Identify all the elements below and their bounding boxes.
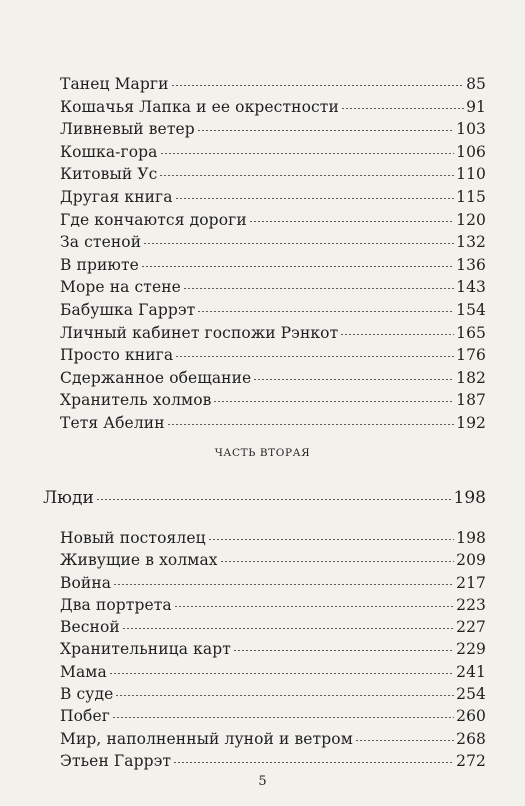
toc-entry (60, 638, 486, 660)
leader-dots (197, 130, 454, 131)
leader-dots (171, 85, 464, 86)
section-page: 198 (453, 488, 486, 508)
toc-entry-title: Другая книга (60, 187, 173, 206)
leader-dots (183, 288, 454, 289)
leader-dots (109, 673, 454, 674)
toc-entry (60, 572, 486, 594)
toc-entry (60, 276, 486, 299)
toc-entry-page: 176 (456, 346, 486, 365)
toc-entry-page: 187 (456, 391, 486, 410)
toc-entry-title: Море на стене (60, 278, 181, 297)
toc-entry-page: 110 (456, 165, 486, 184)
toc-entry (60, 141, 486, 164)
toc-entry-title: Два портрета (60, 595, 172, 614)
toc-entry-page: 229 (456, 640, 486, 659)
toc-entry-page: 91 (466, 97, 486, 116)
toc-entry-page: 182 (456, 368, 486, 387)
toc-entry (60, 527, 486, 549)
toc-entry-title: Кошачья Лапка и ее окрестности (60, 97, 339, 116)
toc-entry-page: 85 (466, 75, 486, 93)
toc-entry (60, 118, 486, 141)
toc-entry (60, 209, 486, 232)
section-entry (43, 486, 486, 510)
toc-entry (60, 661, 486, 683)
toc-entry-page: 120 (456, 210, 486, 229)
toc-entry (60, 683, 486, 705)
leader-dots (340, 334, 454, 335)
toc-entry (60, 750, 486, 772)
toc-entry-page: 272 (456, 751, 486, 770)
leader-dots (249, 221, 454, 222)
toc-entry (60, 344, 486, 367)
leader-dots (173, 762, 454, 763)
leader-dots (253, 379, 454, 380)
toc-entry (60, 594, 486, 616)
leader-dots (197, 311, 454, 312)
toc-entry (60, 322, 486, 345)
leader-dots (113, 584, 454, 585)
toc-entry-title: Живущие в холмах (60, 551, 218, 570)
toc-entry (60, 163, 486, 186)
toc-entry-title: В приюте (60, 255, 139, 274)
toc-entry-title: Побег (60, 707, 110, 726)
toc-entry (60, 96, 486, 119)
toc-entry (60, 412, 486, 435)
leader-dots (233, 650, 454, 651)
toc-entry-page: 217 (456, 573, 486, 592)
leader-dots (167, 424, 454, 425)
toc-entry-title: Сдержанное обещание (60, 368, 252, 387)
leader-dots (143, 243, 454, 244)
part-heading: ЧАСТЬ ВТОРАЯ (214, 447, 311, 459)
toc-entry-page: 165 (456, 323, 486, 342)
leader-dots (208, 539, 454, 540)
section-title: Люди (43, 488, 94, 508)
toc-entry-title: Война (60, 573, 112, 592)
toc-entry-page: 260 (456, 707, 486, 726)
toc-entry-page: 115 (456, 187, 486, 206)
leader-dots (175, 356, 454, 357)
toc-list-bottom (60, 527, 486, 772)
toc-entry-page: 223 (456, 595, 486, 614)
toc-entry-page: 198 (456, 529, 486, 547)
toc-entry (60, 186, 486, 209)
toc-entry-page: 254 (456, 685, 486, 704)
toc-entry (60, 549, 486, 571)
leader-dots (96, 499, 452, 500)
toc-entry (60, 389, 486, 412)
page-number: 5 (258, 774, 267, 789)
toc-entry (60, 616, 486, 638)
toc-entry (60, 73, 486, 96)
toc-list-top (60, 73, 486, 435)
leader-dots (174, 606, 454, 607)
toc-entry-page: 132 (456, 233, 486, 252)
toc-entry-title: Танец Марги (60, 75, 169, 93)
leader-dots (175, 198, 454, 199)
leader-dots (341, 108, 464, 109)
leader-dots (355, 740, 454, 741)
toc-entry-title: Личный кабинет госпожи Рэнкот (60, 323, 339, 342)
toc-entry-page: 192 (456, 413, 486, 432)
toc-entry (60, 231, 486, 254)
toc-entry-title: Новый постоялец (60, 529, 206, 547)
leader-dots (159, 175, 454, 176)
toc-entry-title: Бабушка Гаррэт (60, 300, 196, 319)
toc-entry (60, 728, 486, 750)
toc-entry (60, 254, 486, 277)
leader-dots (112, 717, 454, 718)
toc-entry-page: 136 (456, 255, 486, 274)
leader-dots (160, 153, 455, 154)
leader-dots (115, 695, 454, 696)
leader-dots (122, 628, 454, 629)
toc-entry-title: В суде (60, 685, 114, 704)
toc-entry-page: 143 (456, 278, 486, 297)
toc-entry-title: Хранительница карт (60, 640, 231, 659)
toc-entry-title: Ливневый ветер (60, 120, 195, 139)
toc-entry-page: 106 (456, 142, 486, 161)
toc-entry-title: Хранитель холмов (60, 391, 212, 410)
toc-entry-page: 209 (456, 551, 486, 570)
toc-entry (60, 367, 486, 390)
toc-entry-title: Где кончаются дороги (60, 210, 247, 229)
toc-entry-title: Мама (60, 662, 107, 681)
toc-entry-page: 241 (456, 662, 486, 681)
leader-dots (141, 266, 454, 267)
toc-entry (60, 705, 486, 727)
toc-entry-title: Тетя Абелин (60, 413, 165, 432)
toc-entry-title: За стеной (60, 233, 142, 252)
toc-entry-title: Китовый Ус (60, 165, 158, 184)
toc-entry-page: 103 (456, 120, 486, 139)
toc-entry-title: Мир, наполненный луной и ветром (60, 729, 353, 748)
toc-entry-page: 227 (456, 618, 486, 637)
leader-dots (213, 401, 454, 402)
toc-entry-title: Кошка-гора (60, 142, 158, 161)
toc-entry-title: Просто книга (60, 346, 174, 365)
leader-dots (220, 561, 454, 562)
toc-entry-page: 268 (456, 729, 486, 748)
toc-entry (60, 299, 486, 322)
toc-entry-title: Весной (60, 618, 120, 637)
toc-entry-title: Этьен Гаррэт (60, 751, 172, 770)
toc-entry-page: 154 (456, 300, 486, 319)
